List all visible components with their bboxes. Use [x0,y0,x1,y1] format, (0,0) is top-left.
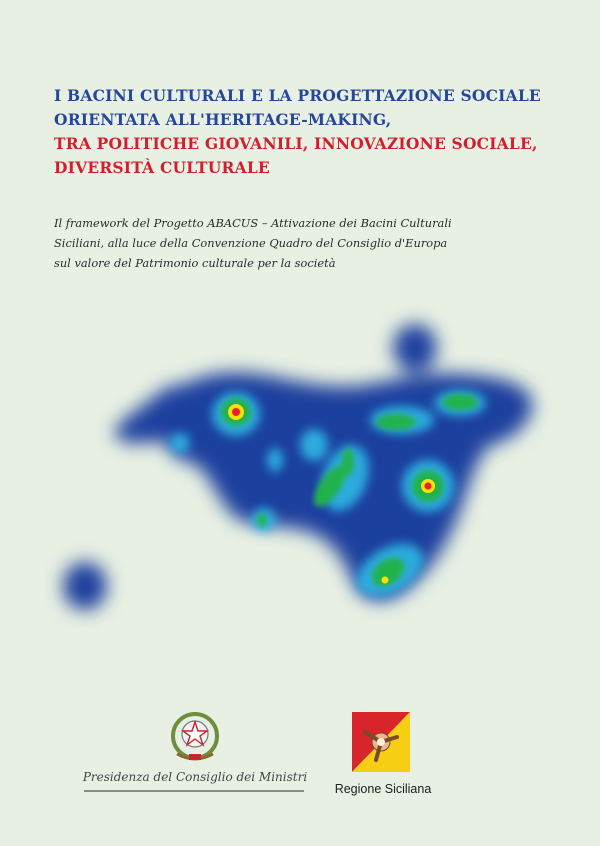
subtitle-line: Siciliani, alla luce della Convenzione Quadro del Consiglio d'Europa [54,236,448,250]
regione-logo-text: Regione Siciliana [334,782,432,796]
subtitle-line: Il framework del Progetto ABACUS – Attivazione dei Bacini Culturali [54,216,452,230]
presidenza-divider [84,790,304,792]
title-line: ORIENTATA ALL'HERITAGE-MAKING, [54,110,392,129]
title-line: I BACINI CULTURALI E LA PROGETTAZIONE SOCIALE [54,86,541,105]
title-line: DIVERSITÀ CULTURALE [54,158,270,177]
sicily-heatmap-icon [40,300,560,640]
italian-republic-emblem-icon [160,706,230,770]
sicily-flag-icon [352,712,410,772]
cover-title [54,84,574,180]
presidenza-logo-text: Presidenza del Consiglio dei Ministri [82,770,308,784]
cover-subtitle [54,213,574,273]
title-line: TRA POLITICHE GIOVANILI, INNOVAZIONE SOCIALE, [54,134,538,153]
subtitle-line: sul valore del Patrimonio culturale per la società [54,256,336,270]
